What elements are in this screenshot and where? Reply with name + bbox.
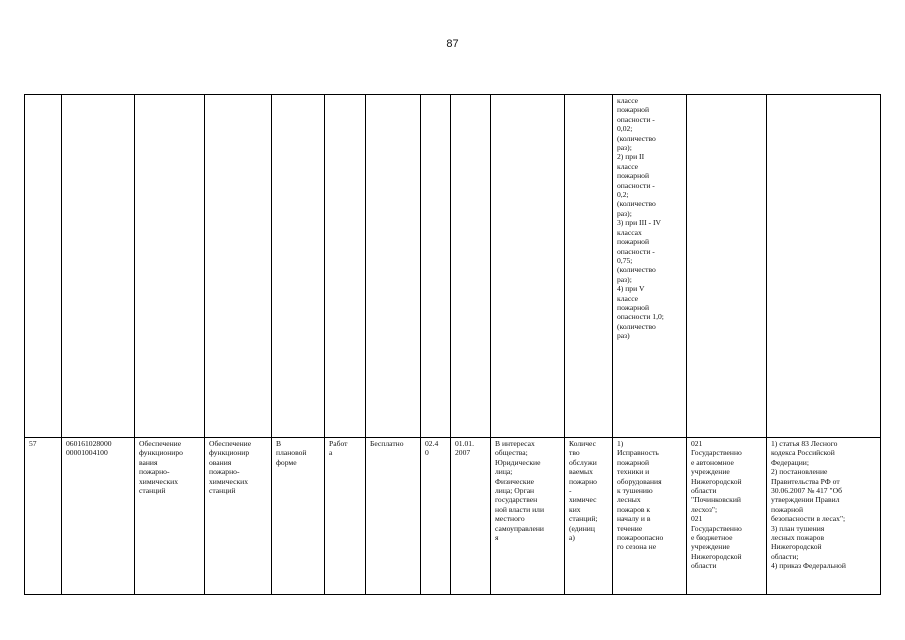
table-cell	[325, 95, 366, 438]
okved-cell: 02.4 0	[421, 438, 451, 595]
table-cell	[62, 95, 135, 438]
provision-form-cell: В плановой форме	[272, 438, 325, 595]
table-cell	[451, 95, 491, 438]
quality-indicator-cell: 1) Исправность пожарной техники и оборудования к тушению лесных пожаров к началу и в течение пожароопасно го сезона не	[613, 438, 687, 595]
table-cell	[366, 95, 421, 438]
legal-basis-cell: 1) статья 83 Лесного кодекса Российской Федерации; 2) постановление Правительства РФ от 30.06.2007 № 417 "Об утверждении Правил пожарной безопасности в лесах"; 3) план тушения лесных пожаров Нижегородской области; 4) приказ Федеральной	[767, 438, 881, 595]
table-cell	[421, 95, 451, 438]
table-cell	[205, 95, 272, 438]
registry-code-cell: 060161028000 00001004100	[62, 438, 135, 595]
payment-cell: Бесплатно	[366, 438, 421, 595]
quality-indicator-cell: классе пожарной опасности - 0,02; (количество раз); 2) при II классе пожарной опасности - 0,2; (количество раз); 3) при III - IV классах пожарной опасности - 0,75; (количество раз); 4) при V классе пожарной опасности 1,0; (количество раз)	[613, 95, 687, 438]
service-content-cell: Обеспечение функционир ования пожарно- химических станций	[205, 438, 272, 595]
table-row	[25, 438, 881, 595]
row-number-cell: 57	[25, 438, 62, 595]
service-type-cell: Работ а	[325, 438, 366, 595]
page-number: 87	[446, 38, 459, 50]
table-cell	[687, 95, 767, 438]
services-registry-table	[24, 94, 881, 595]
table-cell	[565, 95, 613, 438]
table-cell	[767, 95, 881, 438]
table-row	[25, 95, 881, 438]
date-cell: 01.01. 2007	[451, 438, 491, 595]
table-cell	[491, 95, 565, 438]
table-cell	[272, 95, 325, 438]
consumers-cell: В интересах общества; Юридические лица; Физические лица; Орган государствен ной власти или местного самоуправлени я	[491, 438, 565, 595]
service-name-cell: Обеспечение функциониро вания пожарно- химических станций	[135, 438, 205, 595]
volume-indicator-cell: Количес тво обслужи ваемых пожарно - химичес ких станций; (единиц а)	[565, 438, 613, 595]
table-cell	[25, 95, 62, 438]
table-cell	[135, 95, 205, 438]
institutions-cell: 021 Государственно е автономное учреждение Нижегородской области "Починковский лесхоз"; 021 Государственно е бюджетное учреждение Нижегородской области	[687, 438, 767, 595]
